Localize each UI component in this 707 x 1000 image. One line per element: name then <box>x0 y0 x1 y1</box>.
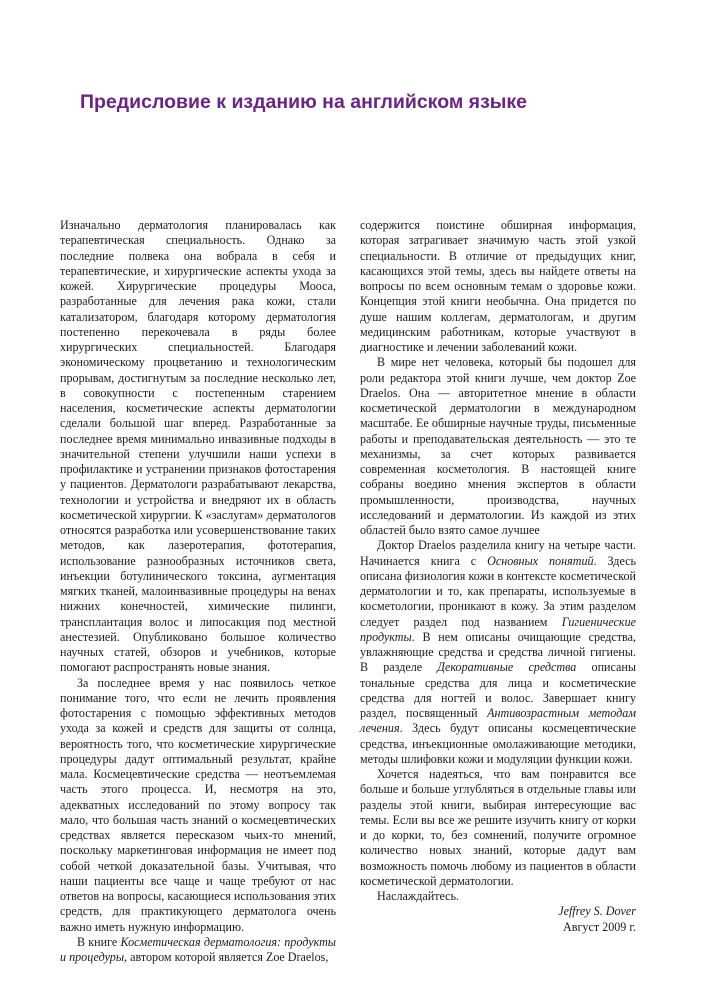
section-name: Гигиенические продукты <box>360 614 636 644</box>
paragraph: Изначально дерматология планировалась как терапевтическая специальность. Однако за последние полвека она вобрала в себя и терапевтические, и хирургические аспекты ухода за кожей. Хирургические процедуры Мооса, разработанные для лечения рака кожи, стали катализатором, благодаря которому дерматология постепенно перекочевала в ряды более хирургических специальностей. Благодаря экономическому процветанию и технологическим прорывам, достигнутым за последние несколько лет, в совокупности с постепенным старением населения, косметические аспекты дерматологии сделали большой шаг вперед. Разработанные за последнее время минимально инвазивные подходы в значительной степени улучшили наши успехи в профилактике и устранении признаков фотостарения у пациентов. Дерматологи разрабатывают лекарства, технологии и устройства и внедряют их в область косметической хирургии. К «заслугам» дерматологов относятся разработка или усовершенствование таких методов, как лазеротерапия, фототерапия, использование разнообразных источников света, инъекции ботулинического токсина, аугментация мягких тканей, малоинвазивные процедуры на венах нижних конечностей, химические пилинги, трансплантация волос и липосакция под местной анестезией. Опубликовано большое количество научных статей, обзоров и учебников, которые помогают распространять новые знания. <box>60 218 336 675</box>
section-name: Декоративные средства <box>437 660 577 675</box>
paragraph <box>360 538 636 767</box>
signature-name: Jeffrey S. Dover <box>558 904 636 919</box>
paragraph: содержится поистине обширная информация, которая затрагивает значимую часть этой узкой специальности. В отличие от предыдущих книг, касающихся этой темы, здесь вы найдете ответы на вопросы по всем основным темам о здоровье кожи. Концепция этой книги необычна. Она придется по душе нашим коллегам, дерматологам, и другим медицинским работникам, которые участвуют в диагностике и лечении заболеваний кожи. <box>360 218 636 354</box>
paragraph: В мире нет человека, который бы подошел для роли редактора этой книги лучше, чем доктор Zoe Draelos. Она — авторитетное мнение в области косметической дерматологии в международном масштабе. Ее обширные научные труды, письменные работы и преподавательская деятельность — это те механизмы, за счет которых развивается современная косметология. В настоящей книге собраны воедино мнения экспертов в области промышленности, производства, научных исследований и дерматологии. Из каждой из этих областей было взято самое лучшее <box>360 355 636 537</box>
text-run: . В нем описаны очищающие средства, увлажняющие средства и средства личной гигиены. В разделе <box>360 629 636 675</box>
page-title: Предисловие к изданию на английском языке <box>80 91 528 113</box>
text-run: . Здесь будут описаны космецевтические средства, инъекционные омолаживающие методики, методы шлифовки кожи и модуляции функции кожи. <box>360 721 636 766</box>
paragraph <box>60 935 336 966</box>
right-column <box>360 218 636 935</box>
text-run: , автором которой является Zoe Draelos, <box>124 950 329 964</box>
paragraph: Наслаждайтесь. <box>377 889 460 903</box>
left-column <box>60 218 336 965</box>
section-name: Антивозрастным методам лечения <box>360 706 636 736</box>
paragraph: За последнее время у нас появилось четкое понимание того, что если не лечить проявления фотостарения с помощью эффективных методов ухода за кожей и средств для защиты от солнца, вероятность того, что косметические хирургические процедуры дадут оптимальный результат, крайне мала. Космецевтические средства — неотъемлемая часть этого процесса. И, несмотря на это, адекватных исследований по этому вопросу так мало, что большая часть знаний о космецевтических средствах является пересказом чьих-то мнений, поскольку маркетинговая информация не имеет под собой четкой доказательной базы. Учитывая, что наши пациенты все чаще и чаще требуют от нас ответов на вопросы, касающиеся использования этих средств, для практикующего дерматолога очень важно иметь нужную информацию. <box>60 675 336 934</box>
text-run: В книге <box>77 934 121 949</box>
text-run: описаны тональные средства для лица и косметические средства для ногтей и волос. Завершает книгу раздел, посвященный <box>360 660 636 720</box>
text-run: Доктор Draelos разделила книгу на четыре части. Начинается книга с <box>360 538 636 568</box>
text-run: . Здесь описана физиология кожи в контексте косметической дерматологии и то, как препараты, используемые в косметологии, проникают в кожу. За этим разделом следует раздел под названием <box>360 553 636 629</box>
paragraph: Хочется надеяться, что вам понравится все больше и больше углубляться в отдельные главы или разделы этой книги, выбирая интересующие вас темы. Если вы все же решите изучить книгу от корки и до корки, то, без сомнений, получите огромное количество новых знаний, которые дадут вам возможность помочь любому из пациентов в области косметической дерматологии. <box>360 767 636 888</box>
section-name: Основных понятий <box>487 553 594 568</box>
book-title: Косметическая дерматология: продукты и процедуры <box>60 934 336 964</box>
signature-date: Август 2009 г. <box>563 919 636 934</box>
signature <box>360 904 636 935</box>
